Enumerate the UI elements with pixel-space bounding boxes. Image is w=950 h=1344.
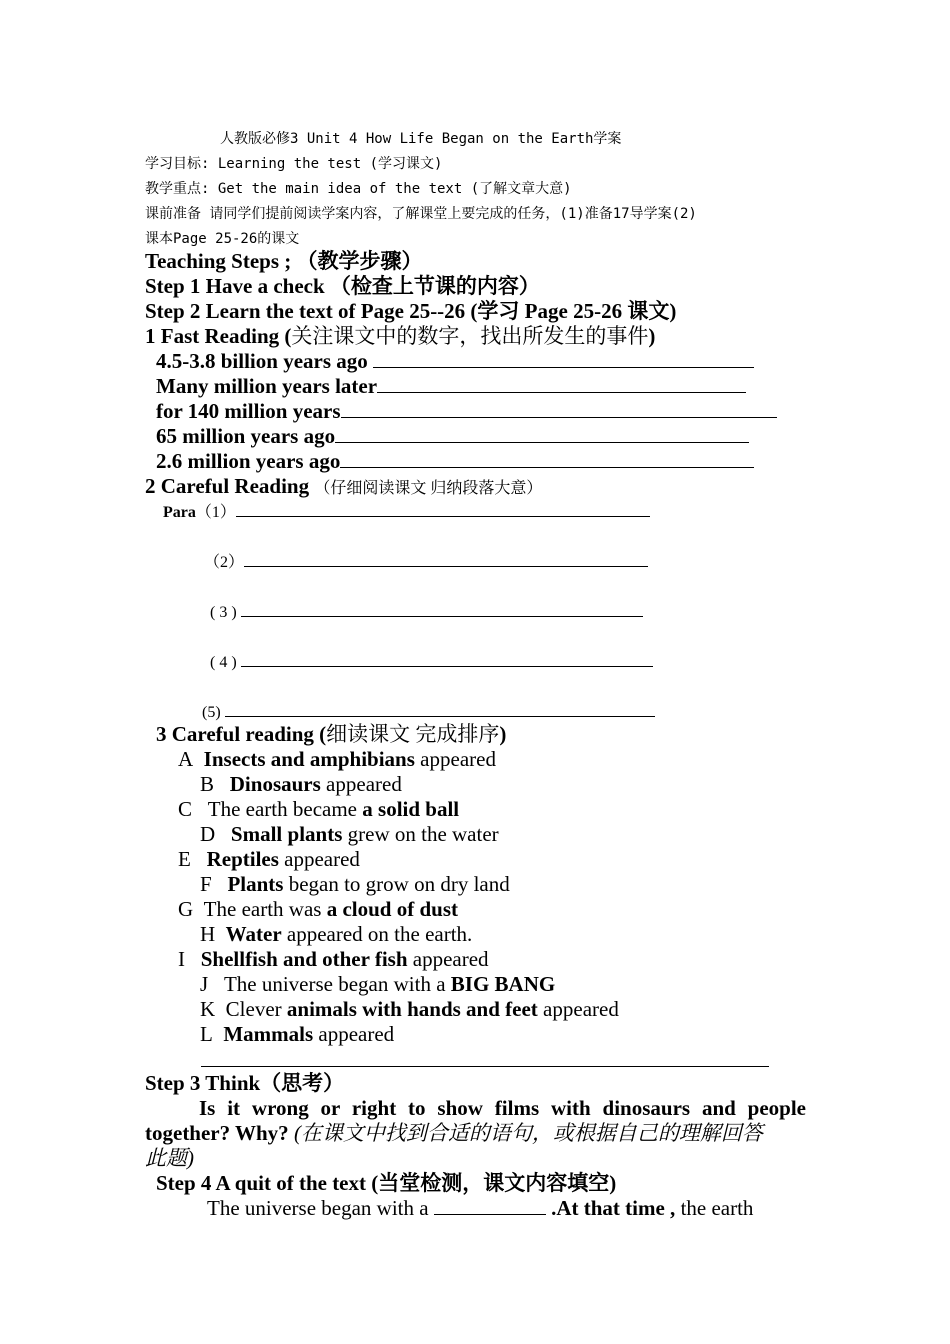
ordering-item-d (200, 822, 499, 847)
ordering-item-j (200, 972, 555, 997)
item-letter: B (200, 772, 215, 796)
ordering-item-b (200, 772, 402, 797)
fast-reading-item-4 (156, 424, 749, 449)
answer-blank[interactable] (377, 374, 746, 393)
item-text-bold: a cloud of dust (326, 897, 458, 921)
item-text-pre: The earth became (207, 797, 363, 821)
para-label: Para (163, 504, 196, 521)
para-answer-blank[interactable] (241, 652, 653, 667)
ordering-item-g (178, 897, 458, 922)
ordering-item-c (178, 797, 459, 822)
ordering-item-k (200, 997, 619, 1022)
preparation-line-2: 课本Page 25-26的课文 (145, 231, 300, 247)
question-line-1: Is it wrong or right to show films with dinosaurs and people (199, 1096, 806, 1120)
item-text-post: appeared (278, 847, 360, 871)
fast-reading-item-2 (156, 374, 746, 399)
fill-line-pre: The universe began with a (207, 1196, 434, 1220)
preparation-line-1: 课前准备 请同学们提前阅读学案内容，了解课堂上要完成的任务，(1)准备17导学案(2) (145, 206, 697, 222)
item-text-post: appeared on the earth. (281, 922, 473, 946)
fast-reading-item-label: 2.6 million years ago (156, 449, 341, 473)
para-number: ( 4 ) (210, 654, 237, 671)
item-letter: D (200, 822, 216, 846)
answer-blank[interactable] (340, 449, 754, 468)
para-3-row (210, 600, 643, 625)
document-title: 人教版必修3 Unit 4 How Life Began on the Earth学案 (220, 131, 622, 147)
teaching-focus: 教学重点: Get the main idea of the text (了解文章大意) (145, 181, 572, 197)
ordering-answer-blank[interactable] (201, 1066, 769, 1067)
fast-reading-item-label: 65 million years ago (156, 424, 336, 448)
fast-reading-item-1 (156, 349, 754, 374)
item-letter: L (200, 1022, 213, 1046)
careful-reading-heading-note: （仔细阅读课文 归纳段落大意） (314, 480, 543, 497)
fast-reading-heading-bold: 1 Fast Reading ( (145, 324, 292, 348)
fast-reading-item-3 (156, 399, 777, 424)
item-letter: E (178, 847, 191, 871)
fast-reading-item-5 (156, 449, 754, 474)
fast-reading-item-label: for 140 million years (156, 399, 341, 423)
item-text-bold: BIG BANG (450, 972, 556, 996)
item-text-pre: The universe began with a (223, 972, 451, 996)
para-answer-blank[interactable] (244, 552, 648, 567)
fast-reading-heading (145, 324, 655, 349)
teaching-steps-heading: Teaching Steps ; （教学步骤） (145, 249, 423, 273)
fast-reading-item-label: Many million years later (156, 374, 378, 398)
item-text-bold: a solid ball (362, 797, 460, 821)
item-text-post: grew on the water (342, 822, 499, 846)
para-answer-blank[interactable] (241, 602, 643, 617)
ordering-item-f (200, 872, 510, 897)
step-3-heading: Step 3 Think（思考） (145, 1071, 345, 1095)
item-text-bold: animals with hands and feet (286, 997, 538, 1021)
step-2-heading: Step 2 Learn the text of Page 25--26 (学习 Page 25-26 课文) (145, 299, 677, 323)
item-text-bold: Insects and amphibians (203, 747, 415, 771)
item-letter: G (178, 897, 194, 921)
fill-line-bold: .At that time , (545, 1196, 676, 1220)
item-text-bold: Plants (227, 872, 284, 896)
item-letter: F (200, 872, 212, 896)
para-4-row (210, 650, 653, 675)
item-text-post: appeared (414, 747, 496, 771)
fast-reading-item-label: 4.5-3.8 billion years ago (156, 349, 374, 373)
item-letter: K (200, 997, 216, 1021)
ordering-item-e (178, 847, 360, 872)
answer-blank[interactable] (373, 349, 754, 368)
question-line-2 (145, 1121, 806, 1146)
para-number: (5) (202, 704, 221, 721)
step-4-fill-line (207, 1196, 753, 1221)
step-3-question (145, 1096, 806, 1171)
para-2-row (204, 550, 648, 575)
ordering-heading-end: ) (499, 722, 507, 746)
ordering-heading-bold: 3 Careful reading ( (156, 722, 327, 746)
para-number: ( 3 ) (210, 604, 237, 621)
question-line-2-bold: together? Why? (145, 1121, 289, 1145)
fast-reading-heading-end: ) (648, 324, 656, 348)
item-text-bold: Reptiles (206, 847, 279, 871)
item-text-bold: Small plants (230, 822, 343, 846)
step-4-heading: Step 4 A quit of the text (当堂检测，课文内容填空) (156, 1171, 617, 1195)
careful-reading-heading-bold: 2 Careful Reading (145, 474, 310, 498)
item-text-bold: Dinosaurs (229, 772, 321, 796)
item-text-post: appeared (407, 947, 489, 971)
fill-answer-blank[interactable] (434, 1196, 546, 1215)
fill-line-post: the earth (675, 1196, 754, 1220)
item-letter: C (178, 797, 193, 821)
step-1-heading: Step 1 Have a check （检查上节课的内容） (145, 274, 540, 298)
para-answer-blank[interactable] (236, 502, 650, 517)
ordering-item-h (200, 922, 472, 947)
para-1-row (163, 500, 650, 525)
item-letter: A (178, 747, 194, 771)
fast-reading-heading-note: 关注课文中的数字，找出所发生的事件 (291, 324, 649, 348)
item-text-post: appeared (537, 997, 619, 1021)
item-text-pre: Clever (225, 997, 287, 1021)
question-line-2-note: (在课文中找到合适的语句，或根据自己的理解回答 (288, 1121, 763, 1145)
question-line-3-note: 此题) (145, 1146, 194, 1170)
careful-reading-heading (145, 474, 542, 501)
ordering-item-i (178, 947, 489, 972)
item-text-pre: The earth was (203, 897, 327, 921)
item-letter: I (178, 947, 185, 971)
answer-blank[interactable] (341, 399, 777, 418)
para-number: （1） (195, 504, 236, 521)
ordering-heading (156, 722, 506, 747)
item-letter: J (200, 972, 209, 996)
ordering-heading-note: 细读课文 完成排序 (326, 722, 500, 746)
learning-objective: 学习目标: Learning the test (学习课文) (145, 156, 443, 172)
answer-blank[interactable] (335, 424, 749, 443)
ordering-item-a (178, 747, 496, 772)
item-text-post: appeared (313, 1022, 395, 1046)
item-text-bold: Water (225, 922, 282, 946)
para-answer-blank[interactable] (225, 702, 655, 717)
ordering-item-l (200, 1022, 394, 1047)
item-text-bold: Mammals (223, 1022, 314, 1046)
para-number: （2） (204, 554, 245, 571)
item-text-bold: Shellfish and other fish (200, 947, 408, 971)
item-letter: H (200, 922, 216, 946)
item-text-post: began to grow on dry land (283, 872, 510, 896)
item-text-post: appeared (320, 772, 402, 796)
